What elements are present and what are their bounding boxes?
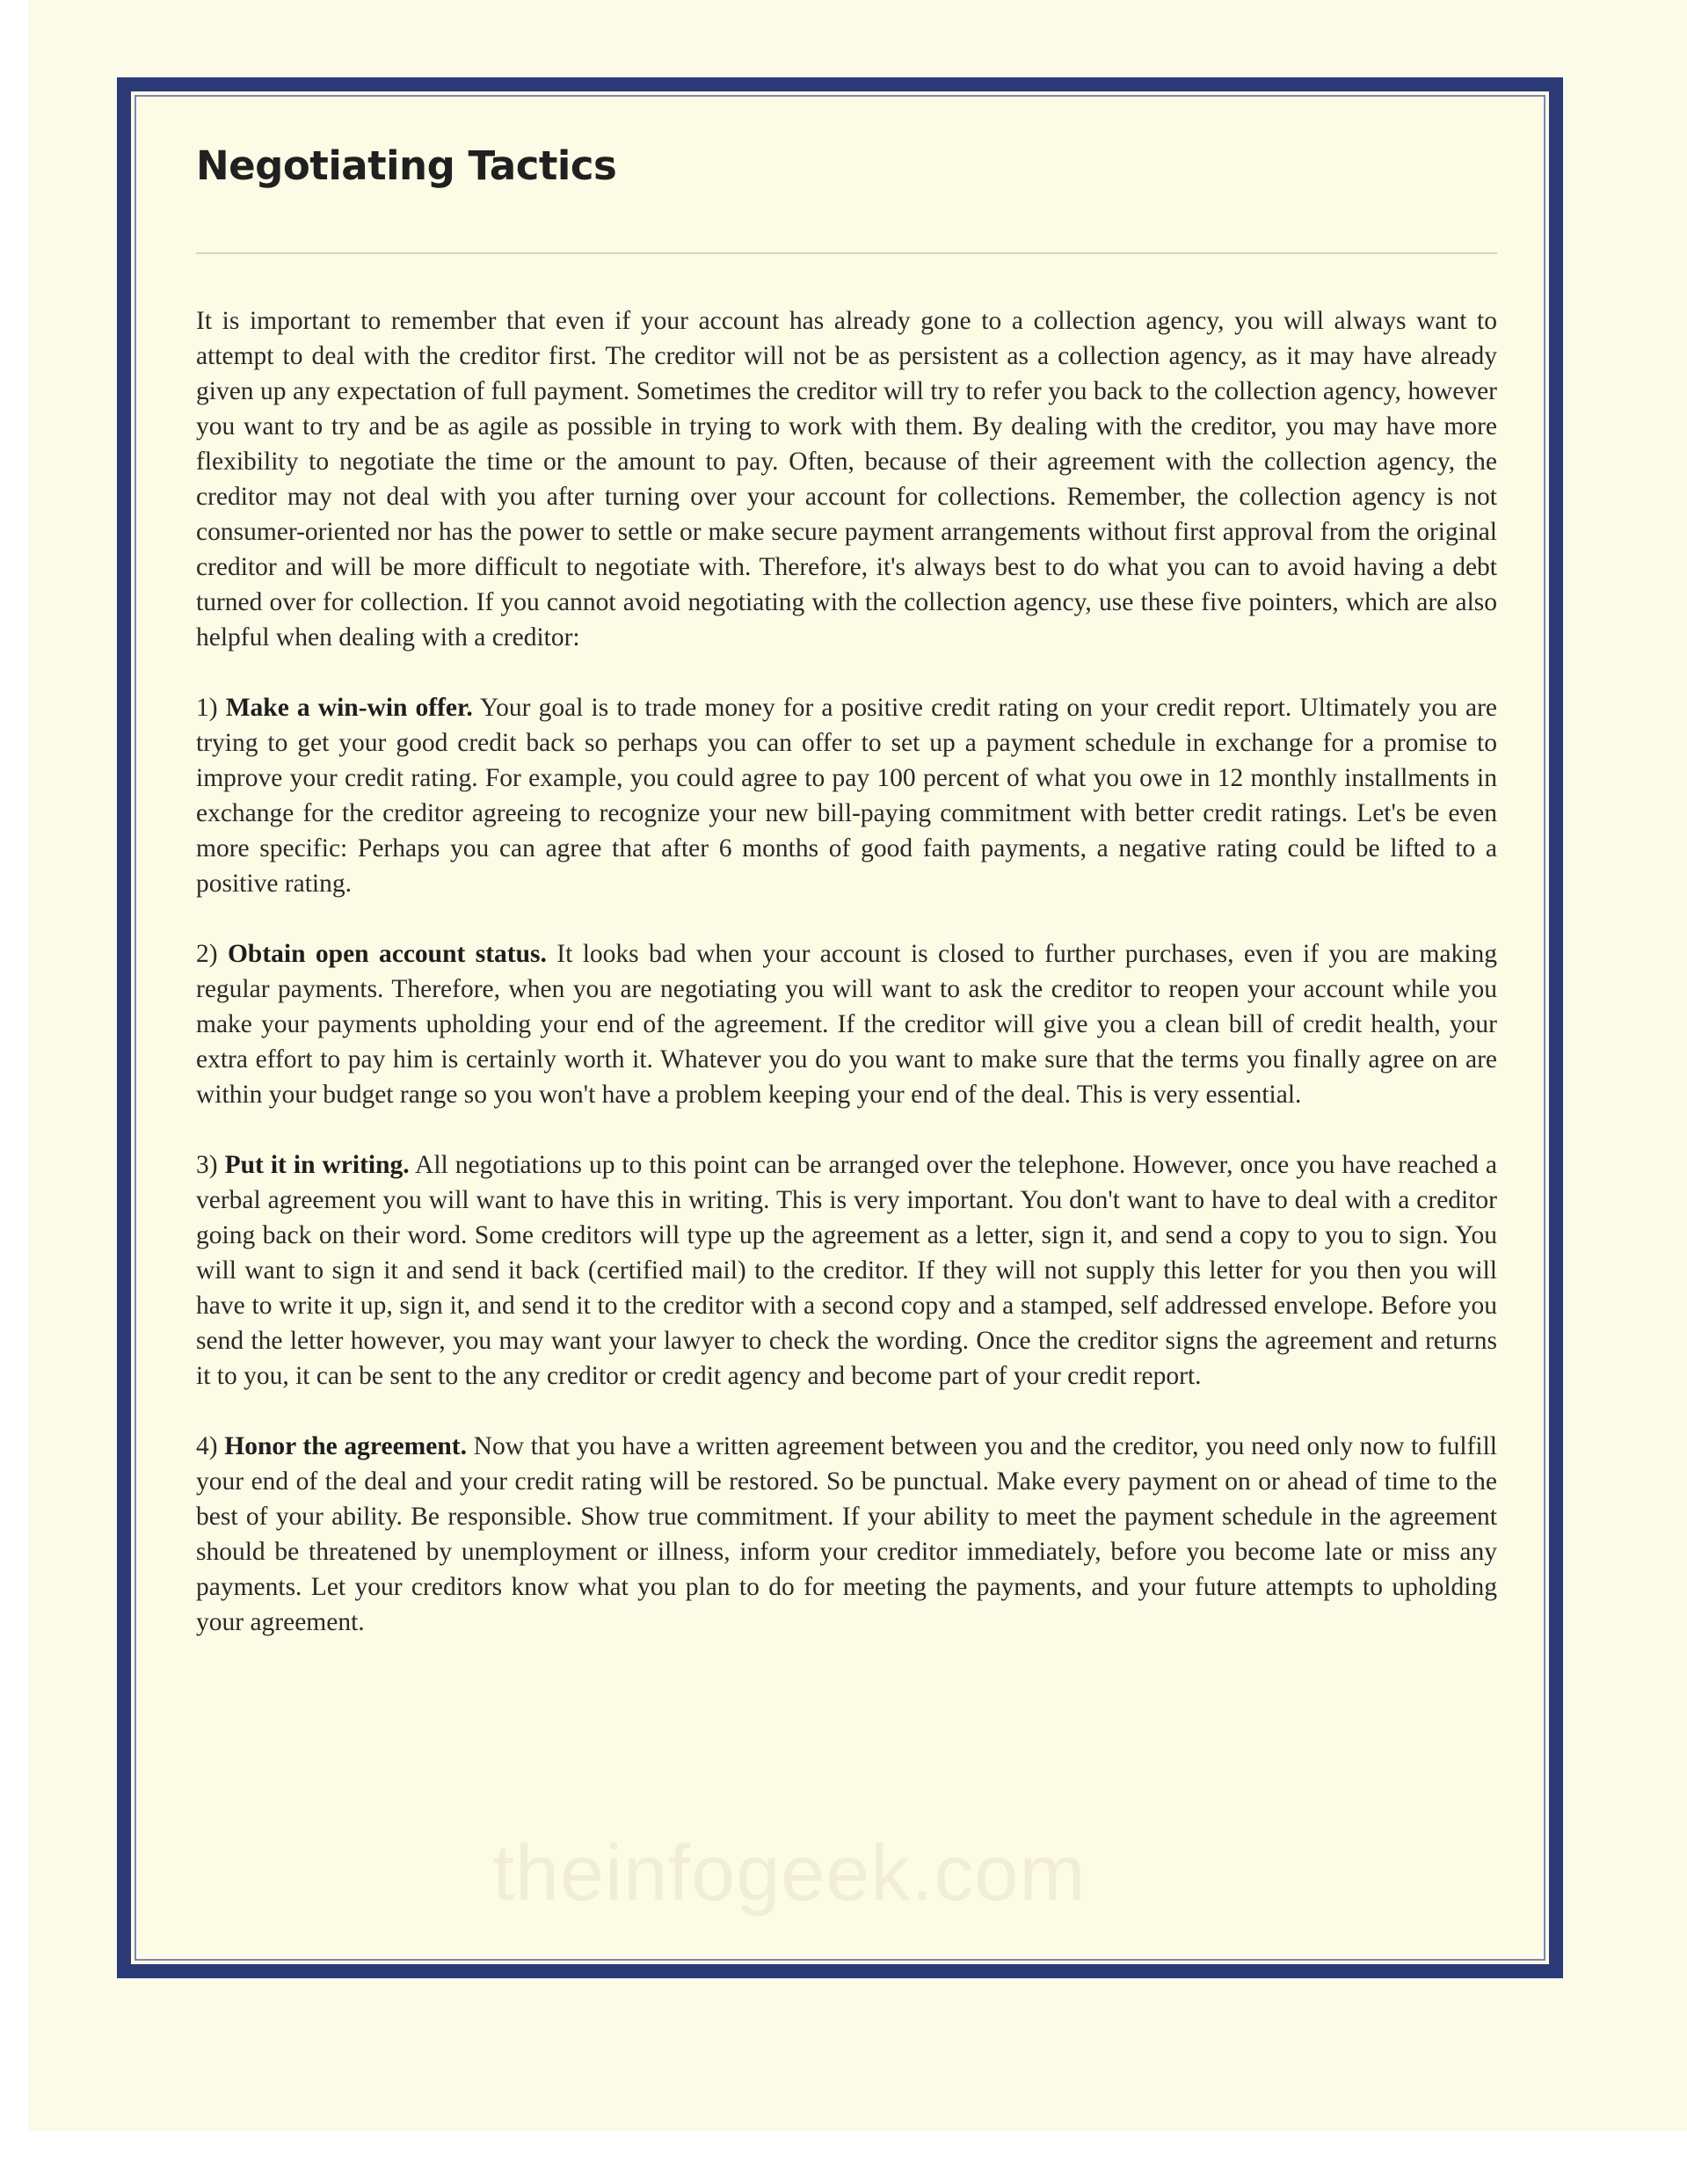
- point-text: Your goal is to trade money for a positive credit rating on your credit report. Ultimately you are trying to get your good credit back so perhaps you can offer to set up a payment schedule in exchange for a promise to improve your credit rating. For example, you could agree to pay 100 percent of what you owe in 12 monthly installments in exchange for the creditor agreeing to recognize your new bill-paying commitment with better credit ratings. Let's be even more specific: Perhaps you can agree that after 6 months of good faith payments, a negative rating could be lifted to a positive rating.: [196, 694, 1498, 898]
- scan-edge: [0, 0, 28, 2184]
- page-frame: [117, 77, 1563, 1978]
- point-number: 1): [196, 694, 218, 722]
- point-heading: Obtain open account status.: [227, 940, 547, 968]
- point-heading: Put it in writing.: [224, 1151, 410, 1179]
- point-text: Now that you have a written agreement between you and the creditor, you need only now to fulfill your end of the deal and your credit rating will be restored. So be punctual. Make every payment on or ahead of time to the best of your ability. Be responsible. Show true commitment. If your ability to meet the payment schedule in the agreement should be threatened by unemployment or illness, inform your creditor immediately, before you become late or miss any payments. Let your creditors know what you plan to do for meeting the payments, and your future attempts to upholding your agreement.: [196, 1432, 1498, 1636]
- article-body: [196, 303, 1497, 1640]
- point-heading: Honor the agreement.: [224, 1432, 467, 1460]
- page-title: Negotiating Tactics: [196, 142, 617, 189]
- watermark: theinfogeek.com: [492, 1830, 1087, 1918]
- point-number: 2): [196, 940, 218, 968]
- content: [196, 142, 1497, 1675]
- scan-bottom-edge: [0, 2131, 1687, 2184]
- point-text: It looks bad when your account is closed to further purchases, even if you are making regular payments. Therefore, when you are negotiating you will want to ask the creditor to reopen your account while you make your payments upholding your end of the agreement. If the creditor will give you a clean bill of credit health, your extra effort to pay him is certainly worth it. Whatever you do you want to make sure that the terms you finally agree on are within your budget range so you won't have a problem keeping your end of the deal. This is very essential.: [196, 940, 1497, 1109]
- point-text: All negotiations up to this point can be arranged over the telephone. However, once you have reached a verbal agreement you will want to have this in writing. This is very important. You don't want to have to deal with a creditor going back on their word. Some creditors will type up the agreement as a letter, sign it, and send a copy to you to sign. You will want to sign it and send it back (certified mail) to the creditor. If they will not supply this letter for you then you will have to write it up, sign it, and send it to the creditor with a second copy and a stamped, self addressed envelope. Before you send the letter however, you may want your lawyer to check the wording. Once the creditor signs the agreement and returns it to you, it can be sent to the any creditor or credit agency and become part of your credit report.: [196, 1151, 1497, 1390]
- point-2: [196, 936, 1497, 1112]
- point-number: 4): [196, 1432, 218, 1460]
- point-1: [196, 690, 1497, 901]
- point-heading: Make a win-win offer.: [225, 694, 473, 722]
- title-divider: [196, 252, 1497, 254]
- point-number: 3): [196, 1151, 218, 1179]
- point-4: [196, 1429, 1497, 1640]
- point-3: [196, 1147, 1497, 1394]
- intro-paragraph: It is important to remember that even if your account has already gone to a collection agency, you will always want to attempt to deal with the creditor first. The creditor will not be as persistent as a collection agency, as it may have already given up any expectation of full payment. Sometimes the creditor will try to refer you back to the collection agency, however you want to try and be as agile as possible in trying to work with them. By dealing with the creditor, you may have more flexibility to negotiate the time or the amount to pay. Often, because of their agreement with the collection agency, the creditor may not deal with you after turning over your account for collections. Remember, the collection agency is not consumer-oriented nor has the power to settle or make secure payment arrangements without first approval from the original creditor and will be more difficult to negotiate with. Therefore, it's always best to do what you can to avoid having a debt turned over for collection. If you cannot avoid negotiating with the collection agency, use these five pointers, which are also helpful when dealing with a creditor:: [196, 307, 1497, 652]
